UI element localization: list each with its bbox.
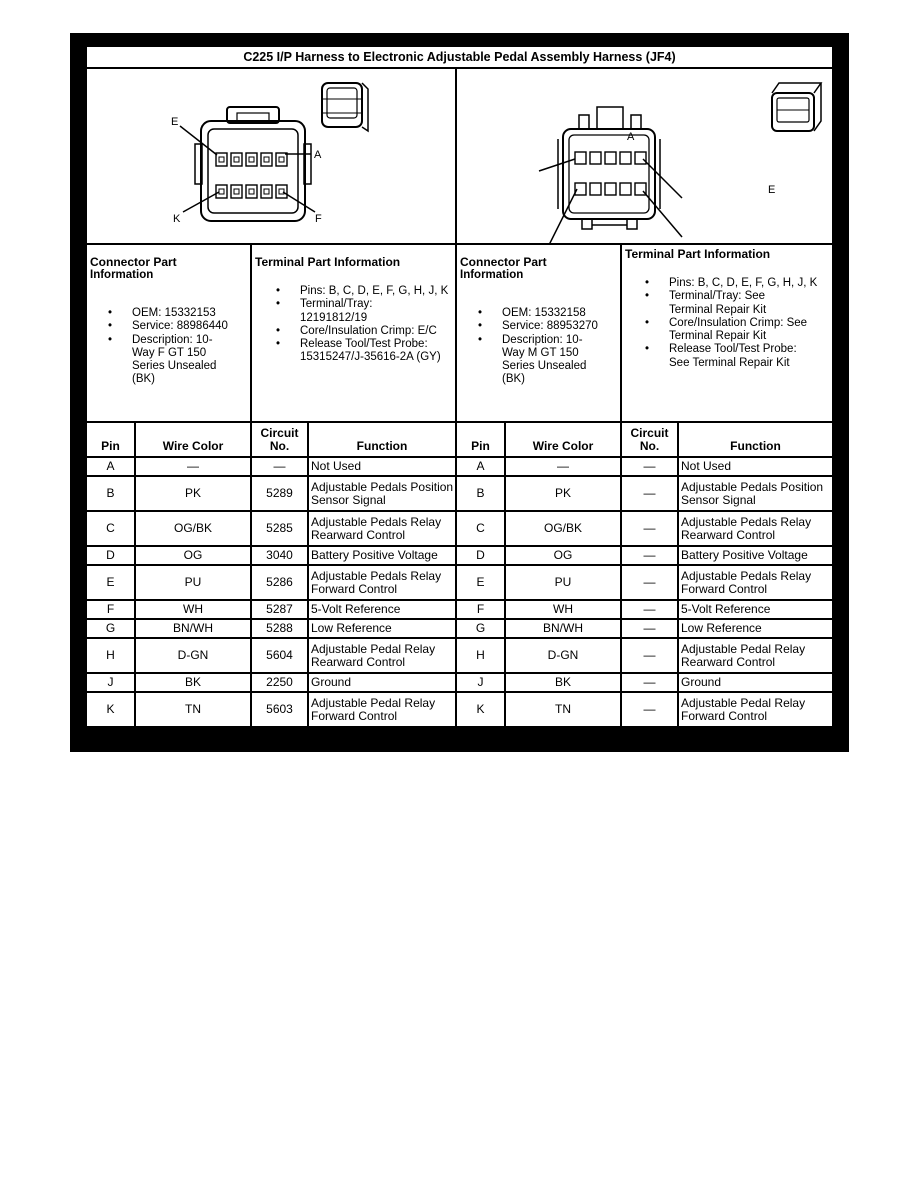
wire-color-cell: PK [506, 477, 620, 510]
column-header: Circuit No. [252, 423, 307, 456]
wire-color-cell: TN [136, 693, 250, 726]
pin-cell: B [87, 477, 134, 510]
pin-cell: H [87, 639, 134, 672]
circuit-cell: — [622, 477, 677, 510]
left-connector-drawing [87, 69, 455, 243]
list-item: • Pins: B, C, D, E, F, G, H, J, K [252, 285, 450, 298]
pin-cell: C [457, 512, 504, 545]
circuit-cell: 3040 [252, 547, 307, 564]
wire-color-cell: — [506, 458, 620, 475]
circuit-cell: 5285 [252, 512, 307, 545]
wire-color-cell: WH [136, 601, 250, 618]
wire-color-cell: OG [136, 547, 250, 564]
wire-color-cell: D-GN [136, 639, 250, 672]
column-header: Circuit No. [622, 423, 677, 456]
pin-cell: C [87, 512, 134, 545]
function-cell: Adjustable Pedals Position Sensor Signal [309, 477, 455, 510]
pin-cell: K [457, 693, 504, 726]
pin-cell: D [87, 547, 134, 564]
left-terminal-info [252, 245, 455, 421]
function-cell: 5-Volt Reference [309, 601, 455, 618]
circuit-cell: — [622, 601, 677, 618]
wire-color-cell: PU [506, 566, 620, 599]
terminal-info-heading: Terminal Part Information [625, 247, 771, 261]
circuit-cell: — [252, 458, 307, 475]
connector-info-heading: Connector Part [460, 255, 547, 269]
wire-color-cell: TN [506, 693, 620, 726]
pin-cell: E [457, 566, 504, 599]
circuit-cell: — [622, 639, 677, 672]
connector-sheet [70, 33, 849, 752]
wire-color-cell: OG/BK [136, 512, 250, 545]
wire-color-cell: — [136, 458, 250, 475]
pin-cell: A [457, 458, 504, 475]
connector-info-heading: Connector Part [90, 255, 177, 269]
list-item: • Core/Insulation Crimp: See Terminal Repair Kit [622, 317, 831, 344]
wire-color-cell: PK [136, 477, 250, 510]
function-cell: Adjustable Pedal Relay Rearward Control [679, 639, 832, 672]
circuit-cell: — [622, 458, 677, 475]
column-header: Pin [457, 423, 504, 456]
terminal-info-heading: Terminal Part Information [255, 255, 401, 269]
circuit-cell: — [622, 512, 677, 545]
callout-F: F [315, 213, 322, 225]
list-item: • Description: 10-Way F GT 150 Series Unsealed (BK) [87, 334, 242, 387]
pin-cell: A [87, 458, 134, 475]
list-item: • Service: 88953270 [457, 320, 612, 333]
column-header: Wire Color [136, 423, 250, 456]
callout-E: E [171, 116, 179, 128]
list-item: • OEM: 15332153 [87, 307, 242, 320]
right-terminal-info [622, 245, 832, 421]
function-cell: Adjustable Pedal Relay Rearward Control [309, 639, 455, 672]
wire-color-cell: BK [136, 674, 250, 691]
callout-K: K [173, 213, 181, 225]
list-item: • Terminal/Tray: 12191812/19 [252, 298, 450, 325]
circuit-cell: 5603 [252, 693, 307, 726]
connector-info-subheading: Information [460, 269, 524, 281]
function-cell: Adjustable Pedals Relay Forward Control [309, 566, 455, 599]
pin-cell: F [457, 601, 504, 618]
wire-color-cell: BN/WH [136, 620, 250, 637]
function-cell: Adjustable Pedals Position Sensor Signal [679, 477, 832, 510]
pin-cell: G [457, 620, 504, 637]
circuit-cell: 5287 [252, 601, 307, 618]
callout-A: A [314, 149, 322, 161]
function-cell: Adjustable Pedal Relay Forward Control [309, 693, 455, 726]
wire-color-cell: D-GN [506, 639, 620, 672]
wire-color-cell: OG [506, 547, 620, 564]
pin-cell: F [87, 601, 134, 618]
circuit-cell: — [622, 547, 677, 564]
function-cell: Low Reference [309, 620, 455, 637]
circuit-cell: — [622, 693, 677, 726]
function-cell: Ground [679, 674, 832, 691]
pin-cell: E [87, 566, 134, 599]
column-header: Function [679, 423, 832, 456]
left-connector-diagram [87, 69, 455, 243]
right-connector-diagram [457, 69, 832, 243]
list-item: • Core/Insulation Crimp: E/C [252, 325, 450, 338]
function-cell: Adjustable Pedal Relay Forward Control [679, 693, 832, 726]
right-connector-info [457, 245, 620, 421]
wire-color-cell: WH [506, 601, 620, 618]
list-item: • Release Tool/Test Probe: See Terminal Repair Kit [622, 343, 831, 370]
list-item: • Service: 88986440 [87, 320, 242, 333]
function-cell: Not Used [679, 458, 832, 475]
circuit-cell: — [622, 674, 677, 691]
column-header: Wire Color [506, 423, 620, 456]
column-header: Pin [87, 423, 134, 456]
pin-cell: D [457, 547, 504, 564]
circuit-cell: 5289 [252, 477, 307, 510]
wire-color-cell: BN/WH [506, 620, 620, 637]
list-item: • Description: 10-Way M GT 150 Series Unsealed (BK) [457, 334, 612, 387]
circuit-cell: 2250 [252, 674, 307, 691]
circuit-cell: 5288 [252, 620, 307, 637]
function-cell: Adjustable Pedals Relay Rearward Control [309, 512, 455, 545]
function-cell: Adjustable Pedals Relay Forward Control [679, 566, 832, 599]
function-cell: Ground [309, 674, 455, 691]
page-title: C225 I/P Harness to Electronic Adjustable Pedal Assembly Harness (JF4) [87, 47, 832, 67]
circuit-cell: — [622, 620, 677, 637]
pin-cell: H [457, 639, 504, 672]
callout-A: A [627, 131, 635, 143]
function-cell: Adjustable Pedals Relay Rearward Control [679, 512, 832, 545]
function-cell: Battery Positive Voltage [309, 547, 455, 564]
circuit-cell: — [622, 566, 677, 599]
list-item: • OEM: 15332158 [457, 307, 612, 320]
function-cell: Low Reference [679, 620, 832, 637]
callout-K [769, 242, 777, 243]
callout-F [631, 242, 638, 243]
wire-color-cell: OG/BK [506, 512, 620, 545]
function-cell: 5-Volt Reference [679, 601, 832, 618]
function-cell: Not Used [309, 458, 455, 475]
pin-cell: J [457, 674, 504, 691]
wire-color-cell: BK [506, 674, 620, 691]
pin-cell: J [87, 674, 134, 691]
left-connector-info [87, 245, 250, 421]
list-item: • Release Tool/Test Probe: 15315247/J-35616-2A (GY) [252, 338, 450, 365]
right-connector-drawing [457, 69, 832, 243]
connector-info-subheading: Information [90, 269, 154, 281]
circuit-cell: 5286 [252, 566, 307, 599]
list-item: • Terminal/Tray: See Terminal Repair Kit [622, 290, 831, 317]
list-item: • Pins: B, C, D, E, F, G, H, J, K [622, 277, 831, 290]
pin-cell: G [87, 620, 134, 637]
function-cell: Battery Positive Voltage [679, 547, 832, 564]
pin-cell: B [457, 477, 504, 510]
circuit-cell: 5604 [252, 639, 307, 672]
pin-cell: K [87, 693, 134, 726]
column-header: Function [309, 423, 455, 456]
callout-E: E [768, 184, 776, 196]
wire-color-cell: PU [136, 566, 250, 599]
